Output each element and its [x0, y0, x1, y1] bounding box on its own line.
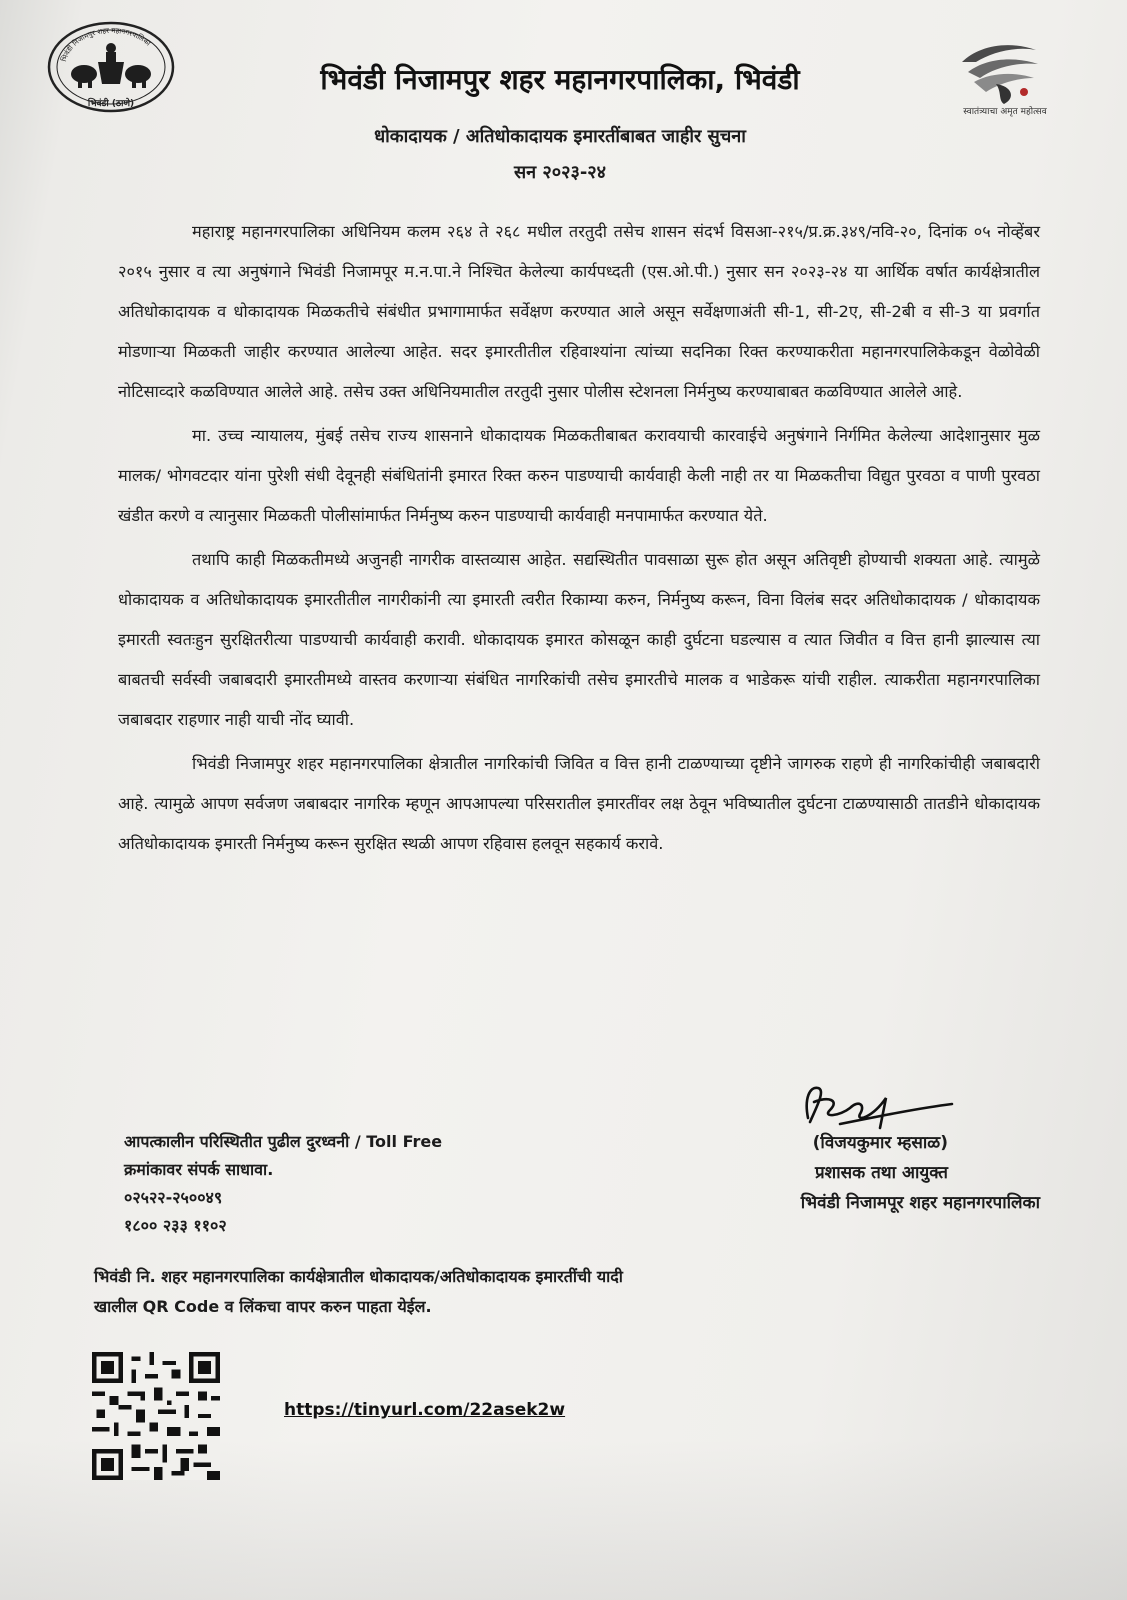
notice-year: सन २०२३-२४: [513, 162, 607, 183]
notice-body: [118, 212, 1040, 868]
dangerous-buildings-list-link[interactable]: https://tinyurl.com/22asek2w: [284, 1400, 566, 1420]
page-title: भिवंडी निजामपुर शहर महानगरपालिका, भिवंडी: [320, 63, 800, 96]
list-note-line-1: भिवंडी नि. शहर महानगरपालिका कार्यक्षेत्रातील धोकादायक/अतिधोकादायक इमारतींची यादी: [94, 1267, 623, 1286]
emblem-text-top: भिवंडी निजामपुर शहर महानगरपालिका: [60, 26, 152, 63]
logo-caption: स्वातंत्र्याचा अमृत महोत्सव: [963, 107, 1047, 117]
emergency-contact: [124, 1128, 564, 1240]
paragraph-4: भिवंडी निजामपुर शहर महानगरपालिका क्षेत्रातील नागरिकांची जिवित व वित्त हानी टाळण्याच्या दृष्टीने जागरुक राहणे ही नागरिकांचीही जबाबदारी आहे. त्यामुळे आपण सर्वजण जबाबदार नागरिक म्हणून आपआपल्या परिसरातील इमारतींवर लक्ष ठेवून भविष्यातील दुर्घटना टाळण्यासाठी तातडीने धोकादायक अतिधोकादायक इमारती निर्मनुष्य करून सुरक्षित स्थळी आपण रहिवास हलवून सहकार्य करावे.: [118, 754, 1040, 853]
paragraph-1: महाराष्ट्र महानगरपालिका अधिनियम कलम २६४ ते २६८ मधील तरतुदी तसेच शासन संदर्भ विसआ-२१५/प्र.क्र.३४९/नवि-२०, दिनांक ०५ नोव्हेंबर २०१५ नुसार व त्या अनुषंगाने भिवंडी निजामपूर म.न.पा.ने निश्चित केलेल्या कार्यपध्दती (एस.ओ.पी.) नुसार सन २०२३-२४ या आर्थिक वर्षात कार्यक्षेत्रातील अतिधोकादायक व धोकादायक मिळकतीचे संबंधीत प्रभागामार्फत सर्वेक्षण करण्यात आले असून सर्वेक्षणाअंती सी-1, सी-2ए, सी-2बी व सी-3 या प्रवर्गात मोडणाऱ्या मिळकती जाहीर करण्यात आलेल्या आहेत. सदर इमारतीतील रहिवाश्यांना त्यांच्या सदनिका रिक्त करण्याकरीता महानगरपालिकेकडून वेळोवेळी नोटिसाव्दारे कळविण्यात आलेले आहे. तसेच उक्त अधिनियमातील तरतुदी नुसार पोलीस स्टेशनला निर्मनुष्य करण्याबाबत कळविण्यात आलेले आहे.: [118, 222, 1040, 401]
corporation-emblem-icon: [44, 18, 178, 116]
contact-line-1: आपत्कालीन परिस्थितीत पुढील दुरध्वनी / Toll Free: [124, 1132, 443, 1151]
paragraph-2: मा. उच्च न्यायालय, मुंबई तसेच राज्य शासनाने धोकादायक मिळकतीबाबत करावयाची कारवाईचे अनुषंगाने निर्गमित केलेल्या आदेशानुसार मुळ मालक/ भोगवटदार यांना पुरेशी संधी देवूनही संबंधितांनी इमारत रिक्त करुन पाडण्याची कार्यवाही केली नाही तर या मिळकतीचा विद्युत पुरवठा व पाणी पुरवठा खंडीत करणे व त्यानुसार मिळकती पोलीसांमार्फत निर्मनुष्य करुन पाडण्याची कार्यवाही मनपामार्फत करण्यात येते.: [118, 426, 1040, 525]
qr-code-icon[interactable]: [92, 1352, 220, 1480]
phone-number-2: १८०० २३३ ११०२: [124, 1216, 227, 1235]
paragraph-3: तथापि काही मिळकतीमध्ये अजुनही नागरीक वास्तव्यास आहेत. सद्यस्थितीत पावसाळा सुरू होत असून अतिवृष्टी होण्याची शक्यता आहे. त्यामुळे धोकादायक व अतिधोकादायक इमारतीतील नागरीकांनी त्या इमारती त्वरीत रिकाम्या करुन, निर्मनुष्य करून, विना विलंब सदर अतिधोकादायक / धोकादायक इमारती स्वतःहुन सुरक्षितरीत्या पाडण्याची कार्यवाही करावी. धोकादायक इमारत कोसळून काही दुर्घटना घडल्यास व त्यात जिवीत व वित्त हानी झाल्यास त्या बाबतची सर्वस्वी जबाबदारी इमारतीमध्ये वास्तव करणाऱ्या संबंधित नागरिकांची तसेच इमारतीचे मालक व भाडेकरू यांची राहील. त्याकरीता महानगरपालिका जबाबदार राहणार नाही याची नोंद घ्यावी.: [118, 550, 1040, 729]
list-note: [94, 1262, 814, 1322]
emblem-text-bottom: भिवंडी (ठाणे): [87, 99, 135, 109]
signatory-name: (विजयकुमार म्हसाळ): [812, 1133, 948, 1153]
signatory-org: भिवंडी निजामपूर शहर महानगरपालिका: [800, 1193, 1040, 1213]
phone-number-1: ०२५२२-२५००४९: [124, 1188, 223, 1207]
notice-subtitle: धोकादायक / अतिधोकादायक इमारतींबाबत जाहीर सुचना: [374, 126, 746, 147]
contact-line-2: क्रमांकावर संपर्क साधावा.: [124, 1160, 274, 1179]
list-note-line-2: खालील QR Code व लिंकचा वापर करुन पाहता येईल.: [94, 1297, 432, 1316]
signatory-block: [690, 1128, 1040, 1218]
signatory-designation: प्रशासक तथा आयुक्त: [814, 1163, 948, 1183]
